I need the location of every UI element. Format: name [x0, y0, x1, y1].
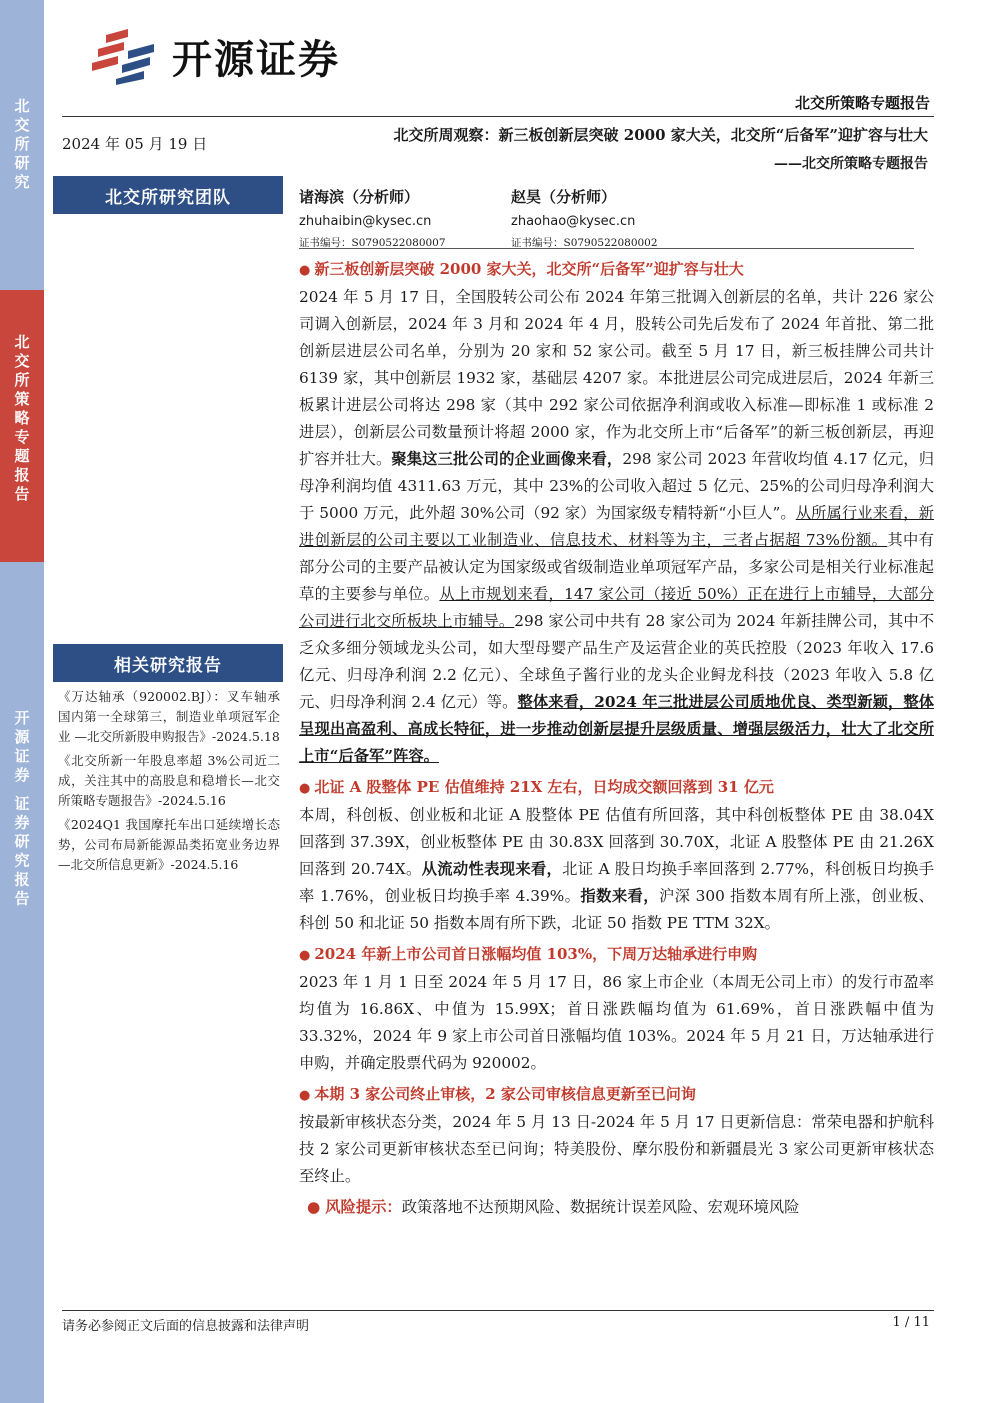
- bullet-icon: ●: [299, 781, 311, 796]
- related-report-item[interactable]: 《2024Q1 我国摩托车出口延续增长态势，公司布局新能源品类拓宽业务边界—北交所信息更新》-2024.5.16: [58, 817, 280, 872]
- company-logo: [84, 28, 340, 85]
- report-date: 2024 年 05 月 19 日: [62, 135, 208, 153]
- risk-note: [299, 1194, 934, 1220]
- analyst-divider: [299, 248, 914, 249]
- header-divider: [62, 116, 934, 117]
- section-paragraph: 按最新审核状态分类，2024 年 5 月 13 日-2024 年 5 月 17 日更新信息：常荣电器和护航科技 2 家公司更新审核状态至已问询；特美股份、摩尔股份和新疆晨光 3 家公司更新审核状态至终止。: [299, 1113, 934, 1185]
- analyst-email[interactable]: zhuhaibin@kysec.cn: [299, 214, 432, 229]
- footer-divider: [62, 1310, 934, 1311]
- side-band-company: [0, 562, 44, 1403]
- bullet-icon: ●: [299, 1088, 311, 1103]
- section-heading: ● 新三板创新层突破 2000 家大关，北交所“后备军”迎扩容与壮大: [299, 256, 934, 284]
- logo-text: 开源证券: [172, 37, 340, 83]
- analyst-cert: 证书编号：S0790522080007: [299, 237, 446, 249]
- report-subtitle: ——北交所策略专题报告: [774, 156, 928, 172]
- related-report-item[interactable]: 《北交所新一年股息率超 3%公司近二成，关注其中的高股息和稳增长—北交所策略专题报告》-2024.5.16: [58, 753, 280, 808]
- footer-disclaimer: 请务必参阅正文后面的信息披露和法律声明: [62, 1319, 310, 1334]
- related-report-item[interactable]: 《万达轴承（920002.BJ）：叉车轴承国内第一全球第三，制造业单项冠军企业 —北交所新股申购报告》-2024.5.18: [58, 689, 280, 744]
- section-heading: ● 2024 年新上市公司首日涨幅均值 103%，下周万达轴承进行申购: [299, 941, 934, 969]
- section-paragraph: 2024 年 5 月 17 日，全国股转公司公布 2024 年第三批调入创新层的名单，共计 226 家公司调入创新层，2024 年 3 月和 2024 年 4 月，股转公司先后发布了 2024 年首批、第二批创新层进层公司名单，分别为 20 家和 52 家公司。截至 5 月 17 日，新三板挂牌公司共计 6139 家，其中创新层 1932 家，基础层 4207 家。本批进层公司完成进层后，2024 年新三板累计进层公司将达 298 家（其中 292 家公司依据净利润或收入标准—即标准 1 或标准 2 进层），创新层公司数量预计将超 2000 家，作为北交所上市“后备军”的新三板创新层，再迎扩容并壮大。聚集这三批公司的企业画像来看，298 家公司 2023 年营收均值 4.17 亿元，归母净利润均值 4311.63 万元，其中 23%的公司收入超过 5 亿元、25%的公司归母净利润大于 5000 万元，此外超 30%公司（92 家）为国家级专精特新“小巨人”。从所属行业来看，新进创新层的公司主要以工业制造业、信息技术、材料等为主，三者占据超 73%份额。其中有部分公司的主要产品被认定为国家级或省级制造业单项冠军产品，多家公司是相关行业标准起草的主要参与单位。从上市规划来看，147 家公司（接近 50%）正在进行上市辅导，大部分公司进行北交所板块上市辅导。298 家公司中共有 28 家公司为 2024 年新挂牌公司，其中不乏众多细分领域龙头公司，如大型母婴产品生产及运营企业的英氏控股（2023 年收入 17.6 亿元、归母净利润 2.2 亿元）、全球鱼子酱行业的龙头企业鲟龙科技（2023 年收入 5.8 亿元、归母净利润 2.4 亿元）等。整体来看，2024 年三批进层公司质地优良、类型新颖，整体呈现出高盈利、高成长特征，进一步推动创新层提升层级质量、增强层级活力，壮大了北交所上市“后备军”阵容。: [299, 288, 934, 765]
- analyst-name: 赵昊（分析师）: [511, 188, 617, 206]
- risk-text: 政策落地不达预期风险、数据统计误差风险、宏观环境风险: [401, 1198, 800, 1216]
- page-number: 1 / 11: [892, 1315, 930, 1330]
- side-band-research-label: 北交所研究: [12, 98, 31, 193]
- analyst-name: 诸海滨（分析师）: [299, 188, 420, 206]
- section-paragraph: 2023 年 1 月 1 日至 2024 年 5 月 17 日，86 家上市企业（本周无公司上市）的发行市盈率均值为 16.86X、中值为 15.99X；首日涨跌幅均值为 61.69%，首日涨跌幅中值为 33.32%，2024 年 9 家上市公司首日涨幅均值 103%。2024 年 5 月 21 日，万达轴承进行申购，并确定股票代码为 920002。: [299, 973, 934, 1072]
- main-body: [299, 256, 934, 1220]
- analyst-card: [299, 186, 446, 250]
- bullet-icon: ●: [299, 948, 311, 963]
- team-label: 北交所研究团队: [105, 187, 231, 208]
- analyst-cert: 证书编号：S0790522080002: [511, 237, 658, 249]
- related-reports-box: [53, 644, 283, 682]
- section-heading: ● 本期 3 家公司终止审核，2 家公司审核信息更新至已问询: [299, 1081, 934, 1109]
- side-band-report-type: [0, 290, 44, 562]
- analyst-email[interactable]: zhaohao@kysec.cn: [511, 214, 636, 229]
- section-heading: ● 北证 A 股整体 PE 估值维持 21X 左右，日均成交额回落到 31 亿元: [299, 774, 934, 802]
- report-type: 北交所策略专题报告: [794, 94, 930, 112]
- related-reports-label: 相关研究报告: [114, 655, 222, 676]
- report-title: 北交所周观察：新三板创新层突破 2000 家大关，北交所“后备军”迎扩容与壮大: [393, 126, 928, 144]
- logo-mark-icon: [84, 29, 162, 85]
- side-band: [0, 0, 44, 1403]
- side-band-company-label: 开源证券 证券研究报告: [12, 710, 31, 910]
- related-reports-list: [58, 683, 280, 875]
- team-box: [53, 176, 283, 214]
- side-band-research: [0, 0, 44, 290]
- analyst-card: [511, 186, 658, 250]
- risk-label: 风险提示：: [325, 1198, 402, 1216]
- side-band-report-type-label: 北交所策略专题报告: [12, 334, 31, 505]
- bullet-icon: ●: [307, 1198, 321, 1216]
- section-paragraph: 本周，科创板、创业板和北证 A 股整体 PE 估值有所回落，其中科创板整体 PE 由 38.04X 回落到 37.39X，创业板整体 PE 由 30.83X 回落到 30.70X，北证 A 股整体 PE 由 21.26X 回落到 20.74X。从流动性表现来看，北证 A 股日均换手率回落到 2.77%，科创板日均换手率 1.76%，创业板日均换手率 4.39%。指数来看，沪深 300 指数本周有所上涨，创业板、科创 50 和北证 50 指数本周有所下跌，北证 50 指数 PE TTM 32X。: [299, 806, 935, 932]
- bullet-icon: ●: [299, 263, 311, 278]
